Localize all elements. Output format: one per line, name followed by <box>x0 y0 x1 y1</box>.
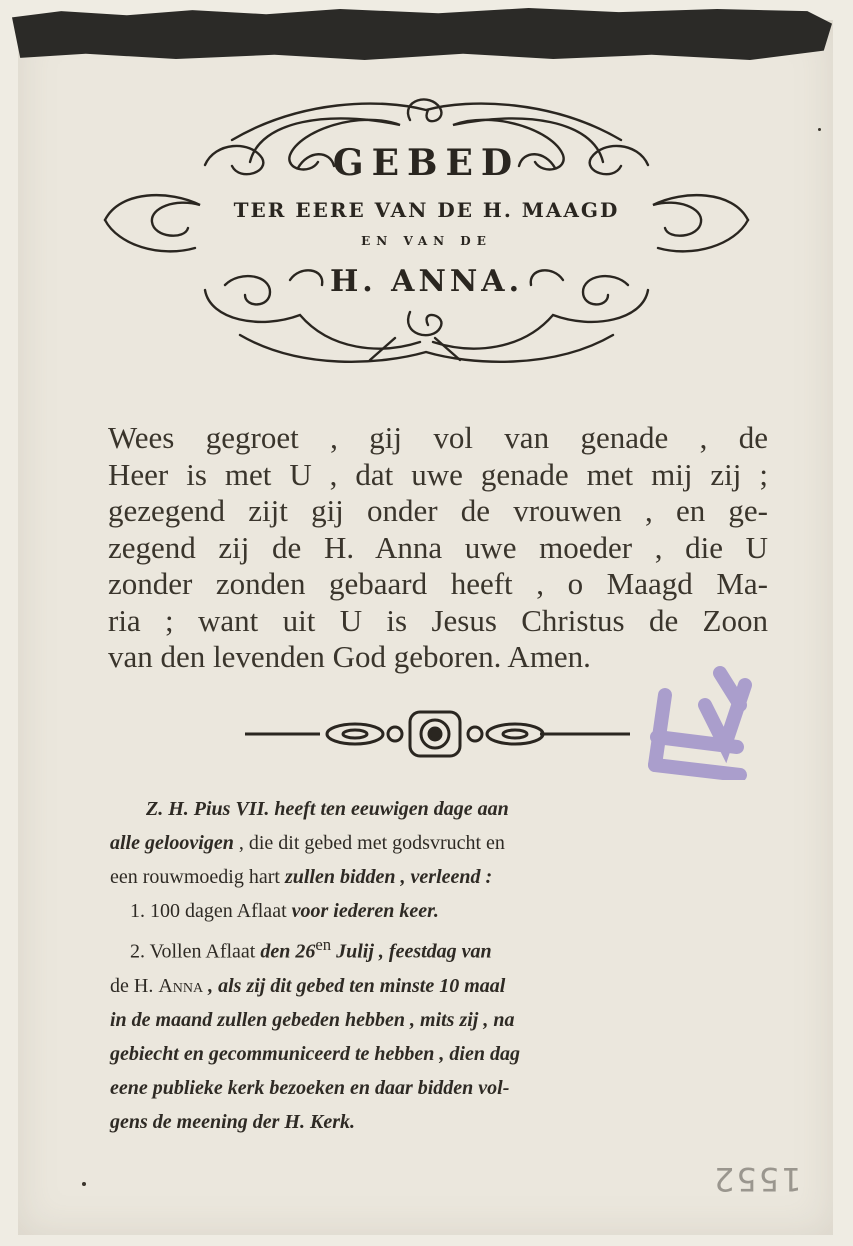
note-fragment: Julij , feestdag van <box>331 940 492 963</box>
prayer-line: gezegend zijt gij onder de vrouwen , en ge- <box>108 493 768 528</box>
prayer-line: ria ; want uit U is Jesus Christus de Zoon <box>108 602 768 638</box>
indulgence-notes <box>110 792 770 1139</box>
note-fragment: alle geloovigen <box>110 832 234 854</box>
note-fragment: 1. 100 dagen Aflaat <box>130 900 292 922</box>
prayer-line: van den levenden God geboren. Amen. <box>108 639 591 674</box>
paper-tape-strip <box>12 8 832 60</box>
flourish-ornament <box>0 80 853 380</box>
ink-stamp <box>645 665 755 780</box>
note-superscript: en <box>315 935 332 954</box>
header-subtitle: TER EERE VAN DE H. MAAGD <box>233 198 620 222</box>
ornamental-divider <box>240 704 640 764</box>
prayer-line: Heer is met U , dat uwe genade met mij zij ; <box>108 456 768 492</box>
ink-speck <box>818 128 821 131</box>
note-fragment: de H. <box>110 974 159 997</box>
note-fragment: een rouwmoedig hart <box>110 866 285 888</box>
header-connector: EN VAN DE <box>361 234 492 248</box>
ornamental-header <box>0 80 853 380</box>
note-fragment: , die dit gebed <box>233 832 358 854</box>
header-title: GEBED <box>332 142 521 184</box>
note-line: eene publieke kerk bezoeken en daar bidden vol- <box>110 1076 510 1099</box>
ink-speck <box>82 1182 86 1186</box>
note-fragment: Anna <box>158 974 204 997</box>
note-fragment: 2. Vollen Aflaat <box>130 940 261 963</box>
note-line: gebiecht en gecommuniceerd te hebben , dien dag <box>110 1042 520 1065</box>
catalog-number: 1552 <box>712 1160 802 1198</box>
prayer-line: Wees gegroet , gij vol van genade , de <box>108 420 768 455</box>
note-line: Z. H. Pius VII. heeft ten eeuwigen dage aan <box>146 798 509 820</box>
note-fragment: voor iederen keer. <box>291 900 439 922</box>
prayer-text <box>108 420 768 676</box>
header-name: H. ANNA. <box>329 264 524 299</box>
note-line: in de maand zullen gebeden hebben , mits zij , na <box>110 1008 515 1031</box>
prayer-line: zonder zonden gebaard heeft , o Maagd Ma- <box>108 566 768 601</box>
note-fragment: met godsvrucht en <box>357 832 505 854</box>
note-fragment: den 26 <box>260 940 316 963</box>
note-fragment: zullen bidden , verleend : <box>284 866 493 888</box>
note-fragment: , als zij dit gebed ten minste 10 maal <box>203 974 506 997</box>
note-line: gens de meening der H. Kerk. <box>110 1110 355 1133</box>
prayer-line: zegend zij de H. Anna uwe moeder , die U <box>108 529 768 565</box>
